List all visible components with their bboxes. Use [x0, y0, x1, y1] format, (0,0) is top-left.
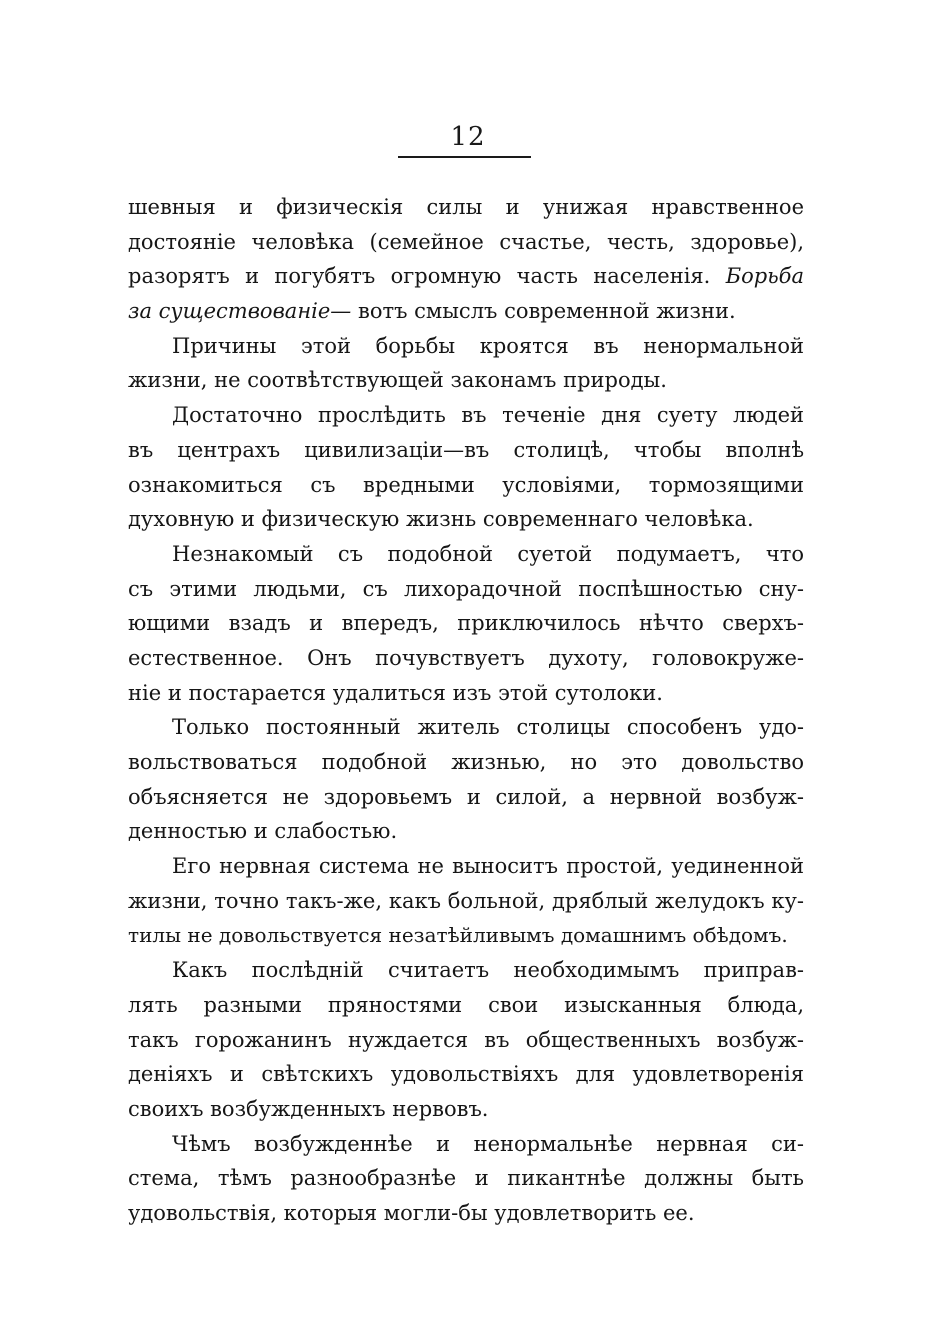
text-line: лять разными пряностями свои изысканныя блюда,: [128, 992, 804, 1017]
text-line: удовольствія, которыя могли-бы удовлетворить ее.: [128, 1200, 695, 1225]
text-line: Достаточно прослѣдить въ теченіе дня суету людей: [172, 403, 804, 428]
text-line: вольствоваться подобной жизнью, но это довольство: [128, 750, 804, 774]
text-line: духовную и физическую жизнь современнаго человѣка.: [128, 507, 754, 532]
text-line: жизни, не соотвѣтствующей законамъ природы.: [128, 368, 667, 393]
text-line: ющими взадъ и впередъ, приключилось нѣчто сверхъ-: [128, 611, 804, 636]
paragraph: [128, 953, 804, 1126]
paragraph: [128, 537, 804, 710]
text-line: стема, тѣмъ разнообразнѣе и пикантнѣе должны быть: [128, 1166, 804, 1191]
text-line: ніе и постарается удалиться изъ этой сутолоки.: [128, 680, 663, 705]
text-line: [128, 294, 804, 329]
text-line: объясняется не здоровьемъ и силой, а нервной возбуж-: [128, 784, 804, 809]
emphasis-text: за существованіе—: [128, 299, 352, 324]
page-number-rule: [398, 156, 531, 158]
text-line: Незнакомый съ подобной суетой подумаетъ, что: [172, 541, 804, 566]
text-line: Причины этой борьбы кроятся въ ненормальной: [172, 333, 804, 358]
text-line: деніяхъ и свѣтскихъ удовольствіяхъ для удовлетворенія: [128, 1062, 804, 1087]
text-line: [128, 259, 804, 294]
text-line: естественное. Онъ почувствуетъ духоту, головокруже-: [128, 645, 804, 670]
text-line: Чѣмъ возбужденнѣе и ненормальнѣе нервная си-: [172, 1131, 804, 1156]
text-line: ознакомиться съ вредными условіями, тормозящими: [128, 472, 804, 497]
text-line-part: вотъ смыслъ современной жизни.: [358, 299, 736, 324]
text-line: тилы не довольствуется незатѣйливымъ домашнимъ обѣдомъ.: [128, 923, 788, 948]
paragraph: [128, 849, 804, 953]
text-line: своихъ возбужденныхъ нервовъ.: [128, 1096, 489, 1121]
text-line: Какъ послѣдній считаетъ необходимымъ приправ-: [172, 958, 804, 983]
paragraph: [128, 329, 804, 398]
text-line: въ центрахъ цивилизаціи—въ столицѣ, чтобы вполнѣ: [128, 437, 804, 462]
paragraph: [128, 1127, 804, 1231]
emphasis-text: Борьба: [725, 264, 804, 289]
text-line: съ этими людьми, съ лихорадочной поспѣшностью сну-: [128, 576, 804, 601]
text-line: достояніе человѣка (семейное счастье, честь, здоровье),: [128, 229, 804, 254]
body-text: [128, 190, 804, 1231]
text-line: Только постоянный житель столицы способенъ удо-: [172, 715, 804, 740]
page-number: 12: [450, 122, 486, 152]
text-line: жизни, точно такъ-же, какъ больной, дряблый желудокъ ку-: [128, 888, 804, 913]
text-line: денностью и слабостью.: [128, 819, 398, 844]
paragraph: [128, 710, 804, 849]
text-line: такъ горожанинъ нуждается въ общественныхъ возбуж-: [128, 1027, 804, 1052]
text-line-part: разорятъ и погубятъ огромную часть населенія.: [128, 264, 711, 289]
paragraph: [128, 190, 804, 329]
text-line: Его нервная система не выноситъ простой, уединенной: [172, 854, 804, 879]
text-line: шевныя и физическія силы и унижая нравственное: [128, 195, 804, 219]
paragraph: [128, 398, 804, 537]
